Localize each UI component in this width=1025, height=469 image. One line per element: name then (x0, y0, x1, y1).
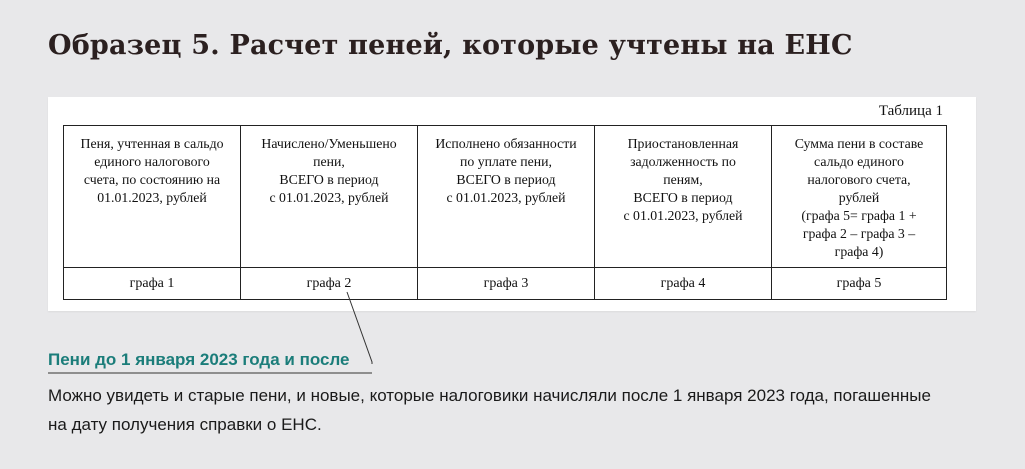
penalty-table (63, 125, 947, 300)
header-cell-4: Приостановленная задолженность по пеням, ВСЕГО в период с 01.01.2023, рублей (595, 126, 772, 267)
header-cell-5: Сумма пени в составе сальдо единого налогового счета, рублей (графа 5= графа 1 + графа 2 – графа 3 – графа 4) (794, 136, 924, 259)
document-sample (48, 97, 976, 311)
header-cell-3: Исполнено обязанности по уплате пени, ВСЕГО в период с 01.01.2023, рублей (418, 126, 595, 267)
page-title: Образец 5. Расчет пеней, которые учтены на ЕНС (48, 30, 853, 61)
column-label-1: графа 1 (64, 267, 241, 299)
column-label-4: графа 4 (595, 267, 772, 299)
column-label-2: графа 2 (241, 267, 418, 299)
column-label-5: графа 5 (772, 267, 946, 299)
note-body: Можно увидеть и старые пени, и новые, которые налоговики начисляли после 1 января 2023 года, погашенные на дату получения справки о ЕНС. (48, 386, 931, 434)
header-cell-2: Начислено/Уменьшено пени, ВСЕГО в период с 01.01.2023, рублей (241, 126, 418, 267)
note-heading: Пени до 1 января 2023 года и после (48, 350, 350, 369)
column-label-3: графа 3 (418, 267, 595, 299)
table-label: Таблица 1 (878, 103, 943, 119)
header-cell-1: Пеня, учтенная в сальдо единого налогового счета, по состоянию на 01.01.2023, рублей (64, 126, 241, 267)
